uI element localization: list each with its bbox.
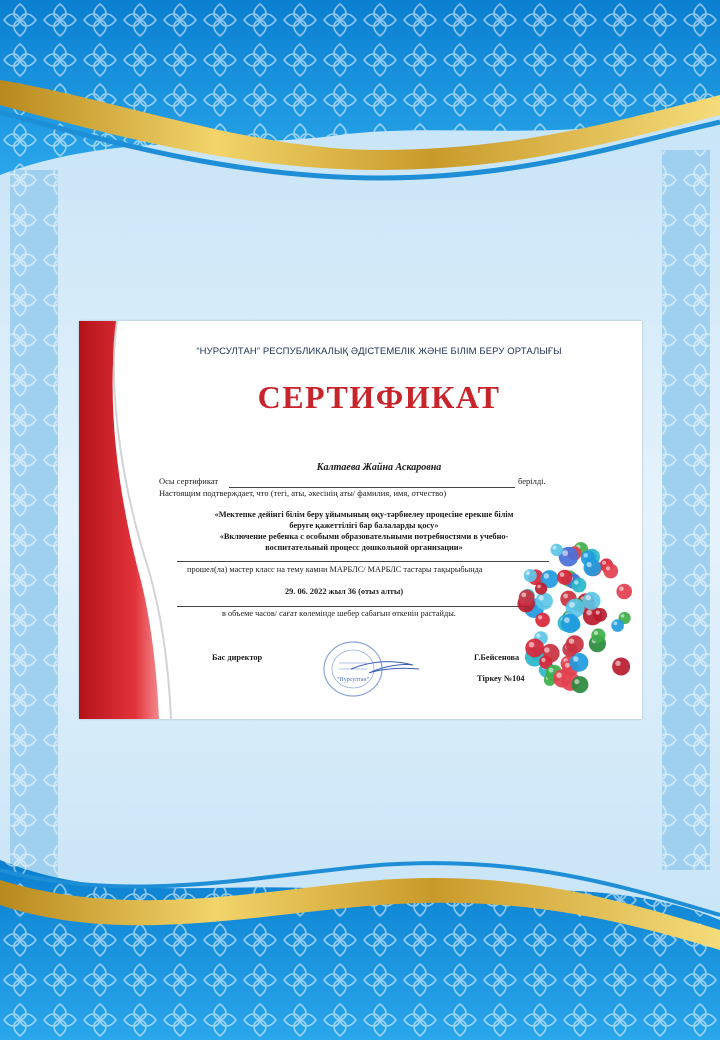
issued-suffix: берілді.: [518, 476, 546, 486]
marble-highlight: [560, 572, 565, 577]
marble-highlight: [556, 672, 562, 678]
topic-underline: [177, 561, 549, 562]
masterclass-line: прошел(ла) мастер класс на тему камни МАРБЛС/ МАРБЛС тастары тақырыбында: [187, 565, 483, 574]
marble: [535, 613, 550, 628]
director-label: Бас директор: [212, 653, 263, 662]
marble-highlight: [539, 595, 544, 600]
marble-highlight: [613, 622, 617, 626]
marble: [591, 628, 605, 642]
marble-highlight: [569, 639, 574, 644]
marble-highlight: [594, 631, 598, 635]
topic-kz-line-1: «Мектепке дейінгі білім беру ұйымының оқу-тәрбиелеу процесіне ерекше білім: [214, 510, 514, 519]
director-name: Г.Бейсенова: [474, 653, 520, 662]
marble-highlight: [586, 595, 591, 600]
topic-ru-line-2: воспитательный процесс дошкольной организации»: [265, 543, 463, 552]
marble: [566, 635, 584, 653]
marble-highlight: [587, 562, 592, 567]
marble-highlight: [536, 634, 540, 638]
marble: [603, 564, 618, 579]
marble-highlight: [574, 580, 578, 584]
marble-highlight: [583, 553, 588, 558]
marble: [616, 584, 632, 600]
confirm-line: Настоящим подтверждает, что (тегі, аты, әкесінің аты/ фамилия, имя, отчество): [159, 488, 447, 498]
topic-kz-line-2: беруге қажеттілігі бар балаларды қосу»: [289, 521, 439, 530]
certificate-title: СЕРТИФИКАТ: [257, 379, 501, 415]
marble: [524, 569, 537, 582]
marble-highlight: [615, 661, 620, 666]
marble-highlight: [562, 550, 568, 556]
marble-highlight: [544, 647, 550, 653]
marble: [551, 544, 563, 556]
marble-highlight: [573, 656, 579, 662]
marble: [571, 676, 588, 693]
stamp-text: “Нурсултан”: [336, 677, 370, 683]
marble: [553, 669, 571, 687]
marble-highlight: [538, 615, 542, 619]
marbles-image: [511, 536, 637, 696]
marble-highlight: [563, 594, 568, 599]
marble-highlight: [586, 610, 592, 616]
marble: [536, 592, 553, 609]
marble-highlight: [537, 585, 541, 589]
marble-highlight: [553, 546, 557, 550]
official-stamp: [321, 639, 441, 699]
marble-highlight: [596, 610, 600, 614]
marble-highlight: [529, 642, 535, 648]
recipient-name: Калтаева Жайна Аскаровна: [316, 462, 442, 473]
marble-highlight: [542, 658, 546, 662]
marble: [572, 578, 587, 593]
marble: [611, 619, 624, 632]
date-underline: [177, 606, 549, 607]
marble: [612, 658, 630, 676]
marble-highlight: [602, 561, 606, 565]
marble: [525, 639, 544, 658]
marble: [584, 559, 601, 576]
marble-highlight: [621, 614, 625, 618]
registry-number: Тіркеу №104: [477, 674, 525, 683]
marble: [557, 570, 572, 585]
marble-highlight: [564, 617, 570, 623]
certificate-card: [79, 321, 642, 719]
marble: [593, 608, 607, 622]
marble: [583, 592, 601, 610]
marble-highlight: [606, 566, 610, 570]
marble: [535, 583, 547, 595]
issued-prefix: Осы сертификат: [159, 476, 219, 486]
marble-highlight: [526, 571, 530, 575]
marble-highlight: [549, 668, 554, 673]
marble: [519, 590, 535, 606]
topic-ru-line-1: «Включение ребенка с особыми образовательными потребностями в учебно-: [219, 532, 509, 541]
date-hours: 29. 06. 2022 жыл 36 (отыз алты): [285, 587, 404, 596]
organization-name: “НУРСУЛТАН” РЕСПУБЛИКАЛЫҚ ӘДІСТЕМЕЛІК ЖӘНЕ БІЛІМ БЕРУ ОРТАЛЫҒЫ: [196, 346, 562, 357]
marble-highlight: [565, 663, 570, 668]
marble-highlight: [574, 679, 579, 684]
marble-highlight: [569, 602, 575, 608]
volume-line: в объеме часов/ сағат көлемінде шебер сабағын өткенін растайды.: [222, 609, 456, 618]
marble: [561, 614, 580, 633]
marble-highlight: [544, 573, 549, 578]
marble-highlight: [619, 587, 624, 592]
marble-highlight: [521, 593, 526, 598]
